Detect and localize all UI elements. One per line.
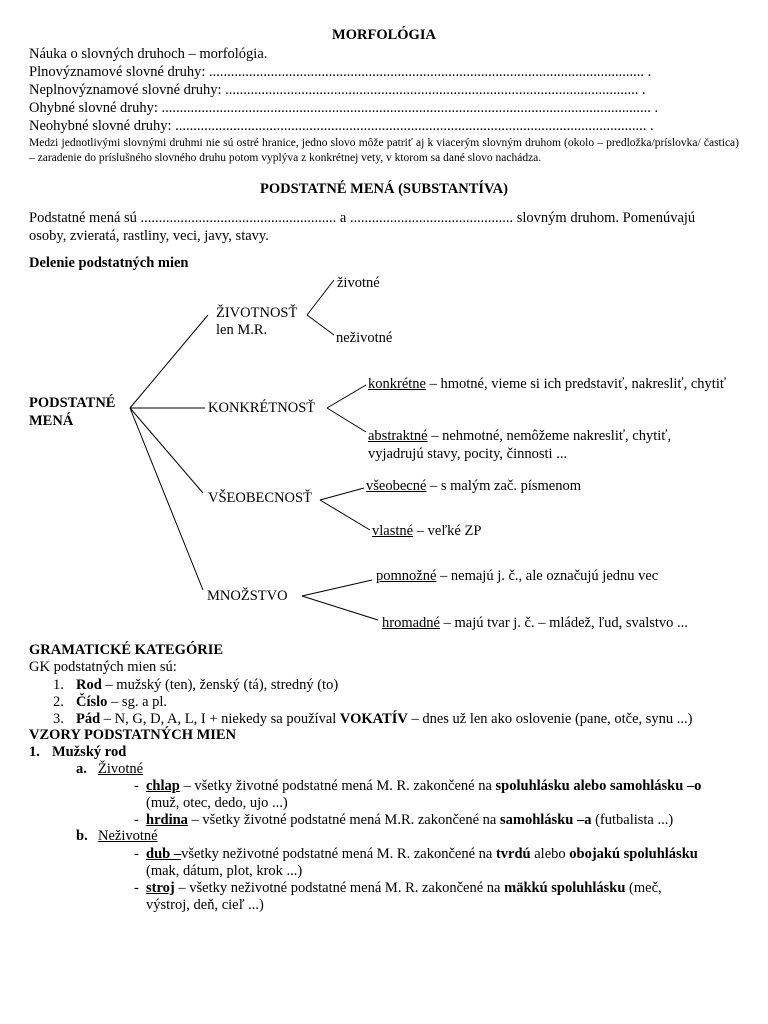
list-item <box>76 677 338 694</box>
tree-node: VŠEOBECNOSŤ <box>208 490 312 506</box>
section-title: VZORY PODSTATNÝCH MIEN <box>29 727 237 743</box>
tree-leaf-continuation: vyjadrujú stavy, pocity, činnosti ... <box>368 446 568 462</box>
tree-leaf: neživotné <box>336 330 393 346</box>
term: vlastné <box>372 523 414 539</box>
term: spoluhlásku alebo samohlásku –o <box>495 778 702 794</box>
tree-edge <box>130 315 208 408</box>
definition: – všetky životné podstatné mená M. R. zakončené na <box>179 778 496 794</box>
tree-leaf <box>382 615 688 632</box>
tree-leaf <box>376 568 658 585</box>
intro-line: Plnovýznamové slovné druhy: ........................................................................................................................ . <box>29 64 652 80</box>
list-number: 1. <box>53 677 64 693</box>
sublist-heading: Neživotné <box>98 828 158 844</box>
list-letter: a. <box>76 761 87 777</box>
tree-node: ŽIVOTNOSŤ <box>216 305 298 321</box>
pattern-examples: (mak, dátum, plot, krok ...) <box>146 863 303 879</box>
term: Číslo <box>76 694 108 710</box>
list-item <box>76 711 693 728</box>
term: pomnožné <box>376 568 437 584</box>
tree-leaf <box>368 376 726 393</box>
term: obojakú spoluhlásku <box>569 846 698 862</box>
definition: – hmotné, vieme si ich predstaviť, nakresliť, chytiť <box>425 376 727 392</box>
definition: alebo <box>530 846 570 862</box>
tree-edge <box>320 500 370 530</box>
definition: všetky neživotné podstatné mená M. R. zakončené na <box>181 846 496 862</box>
list-item <box>76 694 167 711</box>
pattern-item <box>146 846 698 863</box>
definition: – mužský (ten), ženský (tá), stredný (to) <box>101 677 339 693</box>
tree-node-sub: len M.R. <box>216 322 268 338</box>
list-number: 1. <box>29 744 40 760</box>
tree-node: MNOŽSTVO <box>207 588 288 604</box>
pattern-item <box>146 880 662 897</box>
section-title: GRAMATICKÉ KATEGÓRIE <box>29 642 224 658</box>
section-title: PODSTATNÉ MENÁ (SUBSTANTÍVA) <box>260 181 508 197</box>
tree-root: PODSTATNÉ <box>29 395 116 411</box>
intro-line: Neohybné slovné druhy: .................................................................................................................................. . <box>29 118 654 134</box>
paragraph-line: GK podstatných mien sú: <box>29 659 177 675</box>
tree-edge <box>327 408 366 432</box>
term: stroj <box>146 880 175 896</box>
pattern-examples: výstroj, deň, cieľ ...) <box>146 897 264 913</box>
term: samohlásku –a <box>499 812 592 828</box>
tree-leaf <box>368 428 671 445</box>
tree-edge <box>302 580 372 596</box>
sublist-heading: Životné <box>98 761 144 777</box>
term: dub – <box>146 846 182 862</box>
tree-edge <box>307 280 334 315</box>
tree-leaf <box>366 478 581 495</box>
definition: – nemajú j. č., ale označujú jednu vec <box>436 568 659 584</box>
definition: – všetky neživotné podstatné mená M. R. zakončené na <box>174 880 505 896</box>
definition: (meč, <box>625 880 662 896</box>
term: hromadné <box>382 615 440 631</box>
intro-line: Neplnovýznamové slovné druhy: .................................................................................................................. . <box>29 82 646 98</box>
pattern-item <box>146 778 701 795</box>
definition: – N, G, D, A, L, I + niekedy sa používal <box>100 711 340 727</box>
intro-line: Ohybné slovné druhy: ....................................................................................................................................... . <box>29 100 659 116</box>
tree-edge <box>307 315 334 335</box>
term: chlap <box>146 778 180 794</box>
list-heading: Mužský rod <box>52 744 127 760</box>
paragraph-line: osoby, zvieratá, rastliny, veci, javy, stavy. <box>29 228 269 244</box>
tree-edge <box>320 488 364 500</box>
page-title: MORFOLÓGIA <box>332 27 436 43</box>
dash-bullet: - <box>134 846 139 862</box>
tree-edge <box>302 596 378 620</box>
dash-bullet: - <box>134 880 139 896</box>
term: VOKATÍV <box>339 711 408 727</box>
term: abstraktné <box>368 428 428 444</box>
definition: – s malým zač. písmenom <box>426 478 582 494</box>
list-number: 2. <box>53 694 64 710</box>
definition: – sg. a pl. <box>107 694 168 710</box>
tree-edge <box>130 408 203 493</box>
dash-bullet: - <box>134 778 139 794</box>
definition: – nehmotné, nemôžeme nakresliť, chytiť, <box>427 428 672 444</box>
intro-note: Medzi jednotlivými slovnými druhmi nie sú ostré hranice, jedno slovo môže patriť aj k viacerým slovným druhom (okolo – predložka/príslovka/ častica) – zaradenie do príslušného slovného druhu potom vyplýva z konkrétnej vety, v ktorom sa dané slovo nachádza. <box>29 137 739 164</box>
subsection-heading: Delenie podstatných mien <box>29 255 189 271</box>
definition: – dnes už len ako oslovenie (pane, otče, synu ...) <box>407 711 693 727</box>
term: Rod <box>76 677 102 693</box>
intro-line: Náuka o slovných druhoch – morfológia. <box>29 46 268 62</box>
definition: – veľké ZP <box>413 523 482 539</box>
tree-node: KONKRÉTNOSŤ <box>208 400 316 416</box>
tree-root: MENÁ <box>29 413 74 429</box>
dash-bullet: - <box>134 812 139 828</box>
pattern-examples: (muž, otec, dedo, ujo ...) <box>146 795 288 811</box>
pattern-item <box>146 812 673 829</box>
list-number: 3. <box>53 711 64 727</box>
term: Pád <box>76 711 101 727</box>
term: tvrdú <box>495 846 531 862</box>
tree-edge <box>327 385 366 408</box>
definition: – majú tvar j. č. – mládež, ľud, svalstvo ... <box>439 615 688 631</box>
tree-edge <box>130 408 203 590</box>
term: mäkkú spoluhlásku <box>504 880 626 896</box>
definition: (futbalista ...) <box>591 812 674 828</box>
term: hrdina <box>146 812 188 828</box>
paragraph-line: Podstatné mená sú ...................................................... a ............................................. slovným druhom. Pomenúvajú <box>29 210 696 226</box>
term: všeobecné <box>366 478 427 494</box>
list-letter: b. <box>76 828 88 844</box>
tree-leaf: životné <box>337 275 380 291</box>
definition: – všetky životné podstatné mená M.R. zakončené na <box>187 812 500 828</box>
term: konkrétne <box>368 376 426 392</box>
tree-leaf <box>372 523 481 540</box>
